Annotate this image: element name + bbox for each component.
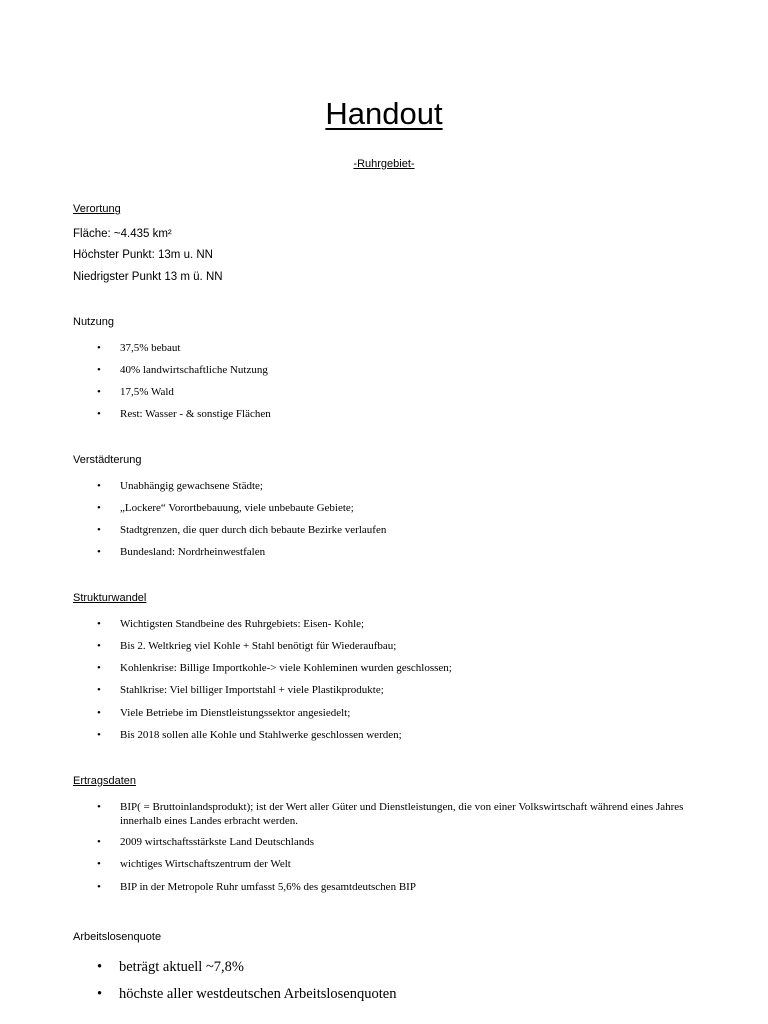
bullet-icon: • bbox=[97, 502, 101, 514]
bullet-icon: • bbox=[97, 959, 103, 975]
bullet-icon: • bbox=[97, 364, 101, 376]
bullet-icon: • bbox=[97, 386, 101, 398]
section-heading-ertragsdaten: Ertragsdaten bbox=[73, 775, 136, 787]
bullet-icon: • bbox=[97, 480, 101, 492]
bullet-icon: • bbox=[97, 618, 101, 630]
section-heading-verortung: Verortung bbox=[73, 203, 121, 215]
bullet-icon: • bbox=[97, 640, 101, 652]
bullet-icon: • bbox=[97, 524, 101, 536]
bullet-icon: • bbox=[97, 342, 101, 354]
section-heading-strukturwandel: Strukturwandel bbox=[73, 592, 147, 604]
bullet-icon: • bbox=[97, 707, 101, 719]
bullet-icon: • bbox=[97, 858, 101, 870]
verortung-highest-point-line: Höchster Punkt: 13m u. NN bbox=[73, 249, 213, 261]
bullet-icon: • bbox=[97, 836, 101, 848]
verortung-area-line: Fläche: ~4.435 km² bbox=[73, 228, 172, 240]
document-title: Handout bbox=[325, 96, 443, 131]
bullet-icon: • bbox=[97, 881, 101, 893]
bullet-icon: • bbox=[97, 662, 101, 674]
section-heading-arbeitslosenquote: Arbeitslosenquote bbox=[73, 931, 162, 943]
verortung-lowest-point-line: Niedrigster Punkt 13 m ü. NN bbox=[73, 271, 223, 283]
document-subtitle: -Ruhrgebiet- bbox=[353, 158, 415, 170]
bullet-icon: • bbox=[97, 408, 101, 420]
document-page: Handout -Ruhrgebiet- Verortung Fläche: ~4.435 km² Höchster Punkt: 13m u. NN Niedrigster Punkt 13 m ü. NN Nutzung • 37,5% bebaut • 40% landwirtschaftliche Nutzung • 17,5% Wald • Rest: Wasser - & sonstige Flächen Verstädterung • Unabhängig gewachsene Städte; • „Lockere“ Vorortbebauung, viele unbebaute Gebiete; • Stadtgrenzen, die quer durch dich bebaute Bezirke verlaufen • Bundesland: Nordrheinwestfalen Strukturwandel • Wichtigsten Standbeine des Ruhrgebiets: Eisen- Kohle; • Bis 2. Weltkrieg viel Kohle + Stahl benötigt für Wiederaufbau; • Kohlenkrise: Billige Importkohle-> viele Kohleminen wurden geschlossen; • Stahlkrise: Viel billiger Importstahl + viele Plastikprodukte; • Viele Betriebe im Dienstleistungssektor angesiedelt; • Bis 2018 sollen alle Kohle und Stahlwerke geschlossen werden; Ertragsdaten • BIP( = Bruttoinlandsprodukt); ist der Wert aller Güter und Dienstleistungen, die von einer Volkswirtschaft während eines Jahres innerhalb eines Landes erbracht werden. • 2009 wirtschaftsstärkste Land Deutschlands • wichtiges Wirtschaftszentrum der Welt • BIP in der Metropole Ruhr umfasst 5,6% des gesamtdeutschen BIP Arbeitslosenquote • beträgt aktuell ~7,8% • höchste aller westdeutschen Arbeitslosenquoten bbox=[0, 0, 768, 1024]
section-heading-nutzung: Nutzung bbox=[73, 316, 114, 328]
bullet-icon: • bbox=[97, 801, 101, 813]
bullet-icon: • bbox=[97, 546, 101, 558]
bullet-icon: • bbox=[97, 986, 103, 1002]
bullet-icon: • bbox=[97, 729, 101, 741]
bullet-icon: • bbox=[97, 684, 101, 696]
section-heading-verstaedterung: Verstädterung bbox=[73, 454, 142, 466]
